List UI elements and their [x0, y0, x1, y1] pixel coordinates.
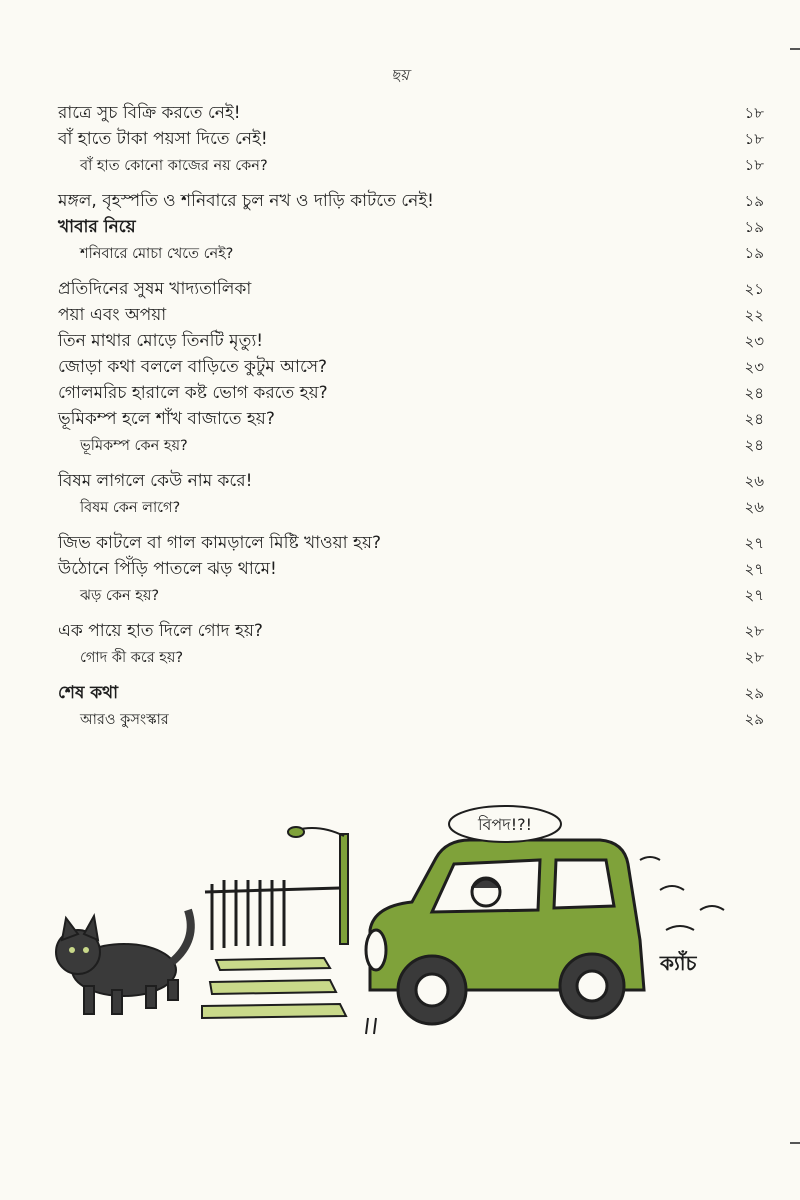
- green-car: [366, 840, 644, 1024]
- toc-entry: [58, 680, 764, 706]
- toc-entry-title: বাঁ হাতে টাকা পয়সা দিতে নেই!: [58, 129, 268, 149]
- toc-entry: [58, 380, 764, 406]
- toc-entry: [58, 406, 764, 432]
- toc-entry-page: ১৮: [744, 104, 764, 122]
- black-cat: [56, 910, 191, 1014]
- toc-subentry: [58, 494, 764, 520]
- toc-subentry: [58, 152, 764, 178]
- toc-entry-title: আরও কুসংস্কার: [80, 712, 169, 728]
- toc-entry-page: ২৬: [744, 498, 764, 516]
- toc-entry-page: ১৮: [744, 130, 764, 148]
- toc-subentry: [58, 706, 764, 732]
- toc-subentry: [58, 582, 764, 608]
- toc-entry-title: জিভ কাটলে বা গাল কামড়ালে মিষ্টি খাওয়া হয়?: [58, 533, 381, 553]
- toc-entry-title: বিষম কেন লাগে?: [80, 500, 181, 516]
- toc-entry-title: গোলমরিচ হারালে কষ্ট ভোগ করতে হয়?: [58, 383, 328, 403]
- toc-entry-page: ২৩: [744, 358, 764, 376]
- toc-entry-page: ২১: [744, 280, 764, 298]
- toc-entry: [58, 100, 764, 126]
- toc-entry-page: ২৭: [744, 534, 764, 552]
- toc-entry-page: ১৯: [744, 244, 764, 262]
- page-edge-mark: [790, 48, 800, 50]
- toc-entry-title: বিষম লাগলে কেউ নাম করে!: [58, 471, 253, 491]
- toc-entry-title: শনিবারে মোচা খেতে নেই?: [80, 246, 234, 262]
- toc-entry: [58, 276, 764, 302]
- toc-entry-page: ২৩: [744, 332, 764, 350]
- toc-entry-page: ২৯: [744, 684, 764, 702]
- lamp-post: [288, 827, 348, 944]
- crosswalk: [202, 958, 346, 1018]
- table-of-contents: [58, 100, 764, 732]
- toc-entry-title: উঠোনে পিঁড়ি পাতলে ঝড় থামে!: [58, 559, 277, 579]
- toc-entry-page: ২২: [744, 306, 764, 324]
- cartoon-illustration: [40, 800, 780, 1060]
- toc-entry-page: ১৮: [744, 156, 764, 174]
- toc-entry-title: ঝড় কেন হয়?: [80, 588, 160, 604]
- toc-entry: [58, 354, 764, 380]
- railing: [205, 880, 340, 950]
- speech-bubble-text: বিপদ!?!: [477, 815, 533, 834]
- toc-entry-title: পয়া এবং অপয়া: [58, 305, 167, 325]
- toc-entry-page: ২৪: [744, 410, 764, 428]
- toc-entry: [58, 328, 764, 354]
- toc-entry-page: ২৪: [744, 436, 764, 454]
- toc-entry-page: ২৭: [744, 560, 764, 578]
- toc-entry: [58, 530, 764, 556]
- toc-entry-title: ভূমিকম্প কেন হয়?: [80, 438, 188, 454]
- toc-entry-page: ২৪: [744, 384, 764, 402]
- speech-bubble: [449, 806, 561, 842]
- toc-entry: [58, 556, 764, 582]
- sound-effect-text: ক্যাঁচ: [660, 951, 697, 975]
- toc-entry: [58, 188, 764, 214]
- toc-entry-title: শেষ কথা: [58, 683, 119, 703]
- toc-entry: [58, 302, 764, 328]
- toc-entry-title: তিন মাথার মোড়ে তিনটি মৃত্যু!: [58, 331, 264, 351]
- toc-entry-title: খাবার নিয়ে: [58, 217, 136, 237]
- toc-entry-title: এক পায়ে হাত দিলে গোদ হয়?: [58, 621, 263, 641]
- toc-entry-title: রাত্রে সুচ বিক্রি করতে নেই!: [58, 103, 241, 123]
- toc-entry: [58, 618, 764, 644]
- toc-subentry: [58, 644, 764, 670]
- toc-entry-title: প্রতিদিনের সুষম খাদ্যতালিকা: [58, 279, 252, 299]
- toc-subentry: [58, 432, 764, 458]
- toc-entry: [58, 214, 764, 240]
- page-edge-mark: [790, 1142, 800, 1144]
- toc-entry-page: ২৬: [744, 472, 764, 490]
- toc-entry-title: মঙ্গল, বৃহস্পতি ও শনিবারে চুল নখ ও দাড়ি কাটতে নেই!: [58, 191, 434, 211]
- toc-entry-page: ২৮: [744, 622, 764, 640]
- toc-entry-title: জোড়া কথা বললে বাড়িতে কুটুম আসে?: [58, 357, 328, 377]
- toc-entry-title: গোদ কী করে হয়?: [80, 650, 184, 666]
- toc-entry-title: ভূমিকম্প হলে শাঁখ বাজাতে হয়?: [58, 409, 275, 429]
- page-number: ছয়: [391, 66, 409, 84]
- toc-entry: [58, 468, 764, 494]
- toc-subentry: [58, 240, 764, 266]
- toc-entry-title: বাঁ হাত কোনো কাজের নয় কেন?: [80, 158, 268, 174]
- toc-entry: [58, 126, 764, 152]
- toc-entry-page: ২৯: [744, 710, 764, 728]
- toc-entry-page: ২৭: [744, 586, 764, 604]
- toc-entry-page: ১৯: [744, 218, 764, 236]
- toc-entry-page: ১৯: [744, 192, 764, 210]
- toc-entry-page: ২৮: [744, 648, 764, 666]
